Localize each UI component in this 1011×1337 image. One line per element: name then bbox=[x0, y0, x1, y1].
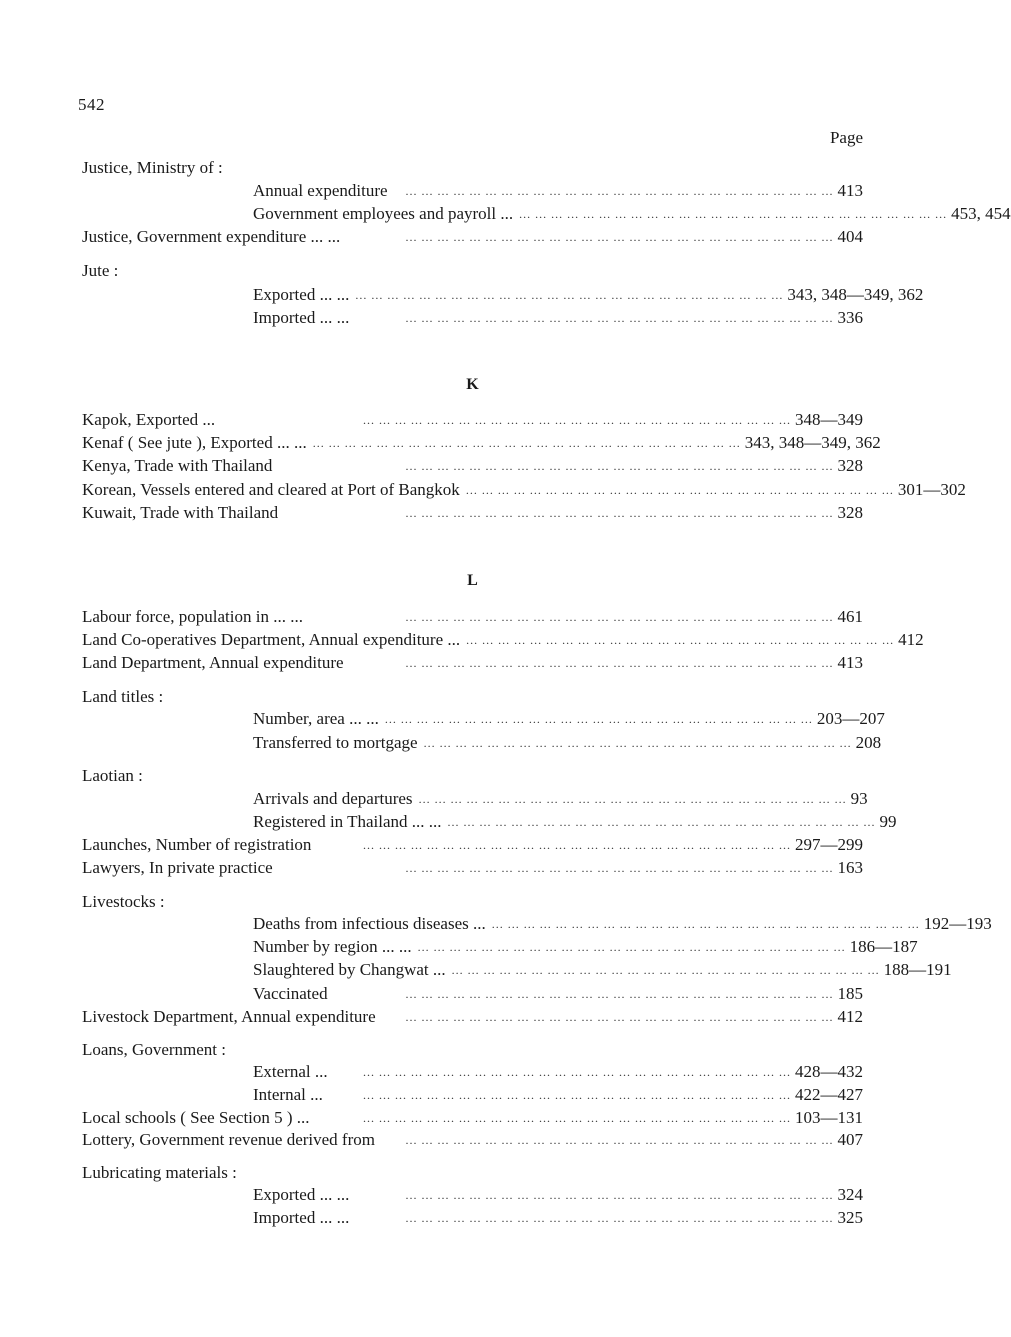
index-entry: Launches, Number of registration ... ... ... ... ... ... ... ... ... ... ... ... ... ... ... ... ... ... ... ... ... ... ... ... ... ... ... 297—299 bbox=[82, 835, 863, 854]
index-entry: External ... ... ... ... ... ... ... ... ... ... ... ... ... ... ... ... ... ... ... ... ... ... ... ... ... ... ... ... 428—432 bbox=[253, 1062, 863, 1081]
index-entry: Livestock Department, Annual expenditure ... ... ... ... ... ... ... ... ... ... ... ... ... ... ... ... ... ... ... ... ... ... ... ... ... ... ... 412 bbox=[82, 1007, 863, 1026]
index-entry: Government employees and payroll ... ... ... ... ... ... ... ... ... ... ... ... ... ... ... ... ... ... ... ... ... ... ... ... ... ... ... ... 453, 454 bbox=[253, 204, 1011, 223]
index-entry: Number by region ... ... ... ... ... ... ... ... ... ... ... ... ... ... ... ... ... ... ... ... ... ... ... ... ... ... ... ... ... 186—187 bbox=[253, 937, 918, 956]
index-entry: Transferred to mortgage ... ... ... ... ... ... ... ... ... ... ... ... ... ... ... ... ... ... ... ... ... ... ... ... ... ... ... 208 bbox=[253, 733, 882, 752]
index-entry: Arrivals and departures ... ... ... ... ... ... ... ... ... ... ... ... ... ... ... ... ... ... ... ... ... ... ... ... ... ... ... 93 bbox=[253, 789, 868, 808]
index-entry: Imported ... ... ... ... ... ... ... ... ... ... ... ... ... ... ... ... ... ... ... ... ... ... ... ... ... ... ... ... ... 336 bbox=[253, 308, 863, 327]
index-heading: Loans, Government : bbox=[82, 1040, 226, 1059]
index-entry: Kapok, Exported ... ... ... ... ... ... ... ... ... ... ... ... ... ... ... ... ... ... ... ... ... ... ... ... ... ... ... ... 348—349 bbox=[82, 410, 863, 429]
index-entry: Korean, Vessels entered and cleared at Port of Bangkok ... ... ... ... ... ... ... ... ... ... ... ... ... ... ... ... ... ... ... ... ... ... ... ... ... ... ... 301—302 bbox=[82, 480, 966, 499]
index-entry: Deaths from infectious diseases ... ... ... ... ... ... ... ... ... ... ... ... ... ... ... ... ... ... ... ... ... ... ... ... ... ... ... ... 192—193 bbox=[253, 914, 992, 933]
index-entry: Kuwait, Trade with Thailand ... ... ... ... ... ... ... ... ... ... ... ... ... ... ... ... ... ... ... ... ... ... ... ... ... ... ... 328 bbox=[82, 503, 863, 522]
index-entry: Justice, Government expenditure ... ... ... ... ... ... ... ... ... ... ... ... ... ... ... ... ... ... ... ... ... ... ... ... ... ... ... ... ... 404 bbox=[82, 227, 863, 246]
index-entry: Kenaf ( See jute ), Exported ... ... ... ... ... ... ... ... ... ... ... ... ... ... ... ... ... ... ... ... ... ... ... ... ... ... ... ... ... 343, 348—349, 362 bbox=[82, 433, 881, 452]
index-entry: Land Co-operatives Department, Annual expenditure ... ... ... ... ... ... ... ... ... ... ... ... ... ... ... ... ... ... ... ... ... ... ... ... ... ... ... ... 412 bbox=[82, 630, 924, 649]
index-entry: Internal ... ... ... ... ... ... ... ... ... ... ... ... ... ... ... ... ... ... ... ... ... ... ... ... ... ... ... ... 422—427 bbox=[253, 1085, 863, 1104]
index-entry: Vaccinated ... ... ... ... ... ... ... ... ... ... ... ... ... ... ... ... ... ... ... ... ... ... ... ... ... ... ... 185 bbox=[253, 984, 863, 1003]
index-heading: Livestocks : bbox=[82, 892, 165, 911]
index-entry: Local schools ( See Section 5 ) ... ... ... ... ... ... ... ... ... ... ... ... ... ... ... ... ... ... ... ... ... ... ... ... ... ... ... ... 103—131 bbox=[82, 1108, 863, 1127]
section-letter-l: L bbox=[467, 572, 478, 589]
index-entry: Labour force, population in ... ... ... ... ... ... ... ... ... ... ... ... ... ... ... ... ... ... ... ... ... ... ... ... ... ... ... ... ... 461 bbox=[82, 607, 863, 626]
index-heading: Justice, Ministry of : bbox=[82, 158, 223, 177]
index-heading: Laotian : bbox=[82, 766, 143, 785]
section-letter-k: K bbox=[466, 376, 479, 393]
index-heading: Jute : bbox=[82, 261, 119, 280]
index-heading: Lubricating materials : bbox=[82, 1163, 237, 1182]
index-entry: Exported ... ... ... ... ... ... ... ... ... ... ... ... ... ... ... ... ... ... ... ... ... ... ... ... ... ... ... ... ... 343, 348—349, 362 bbox=[253, 285, 924, 304]
index-entry: Number, area ... ... ... ... ... ... ... ... ... ... ... ... ... ... ... ... ... ... ... ... ... ... ... ... ... ... ... ... ... 203—207 bbox=[253, 709, 885, 728]
index-entry: Registered in Thailand ... ... ... ... ... ... ... ... ... ... ... ... ... ... ... ... ... ... ... ... ... ... ... ... ... ... ... ... ... 99 bbox=[253, 812, 897, 831]
index-entry: Imported ... ... ... ... ... ... ... ... ... ... ... ... ... ... ... ... ... ... ... ... ... ... ... ... ... ... ... ... ... 325 bbox=[253, 1208, 863, 1227]
page-number: 542 bbox=[78, 95, 105, 114]
index-entry: Lawyers, In private practice ... ... ... ... ... ... ... ... ... ... ... ... ... ... ... ... ... ... ... ... ... ... ... ... ... ... ... 163 bbox=[82, 858, 863, 877]
index-heading: Land titles : bbox=[82, 687, 164, 706]
index-entry: Annual expenditure ... ... ... ... ... ... ... ... ... ... ... ... ... ... ... ... ... ... ... ... ... ... ... ... ... ... ... 413 bbox=[253, 181, 863, 200]
index-entry: Lottery, Government revenue derived from ... ... ... ... ... ... ... ... ... ... ... ... ... ... ... ... ... ... ... ... ... ... ... ... ... ... ... 407 bbox=[82, 1130, 863, 1149]
index-entry: Kenya, Trade with Thailand ... ... ... ... ... ... ... ... ... ... ... ... ... ... ... ... ... ... ... ... ... ... ... ... ... ... ... 328 bbox=[82, 456, 863, 475]
index-entry: Slaughtered by Changwat ... ... ... ... ... ... ... ... ... ... ... ... ... ... ... ... ... ... ... ... ... ... ... ... ... ... ... ... 188—191 bbox=[253, 960, 952, 979]
index-entry: Exported ... ... ... ... ... ... ... ... ... ... ... ... ... ... ... ... ... ... ... ... ... ... ... ... ... ... ... ... ... 324 bbox=[253, 1185, 863, 1204]
page-column-header: Page bbox=[829, 128, 863, 147]
index-entry: Land Department, Annual expenditure ... ... ... ... ... ... ... ... ... ... ... ... ... ... ... ... ... ... ... ... ... ... ... ... ... ... ... 413 bbox=[82, 653, 863, 672]
